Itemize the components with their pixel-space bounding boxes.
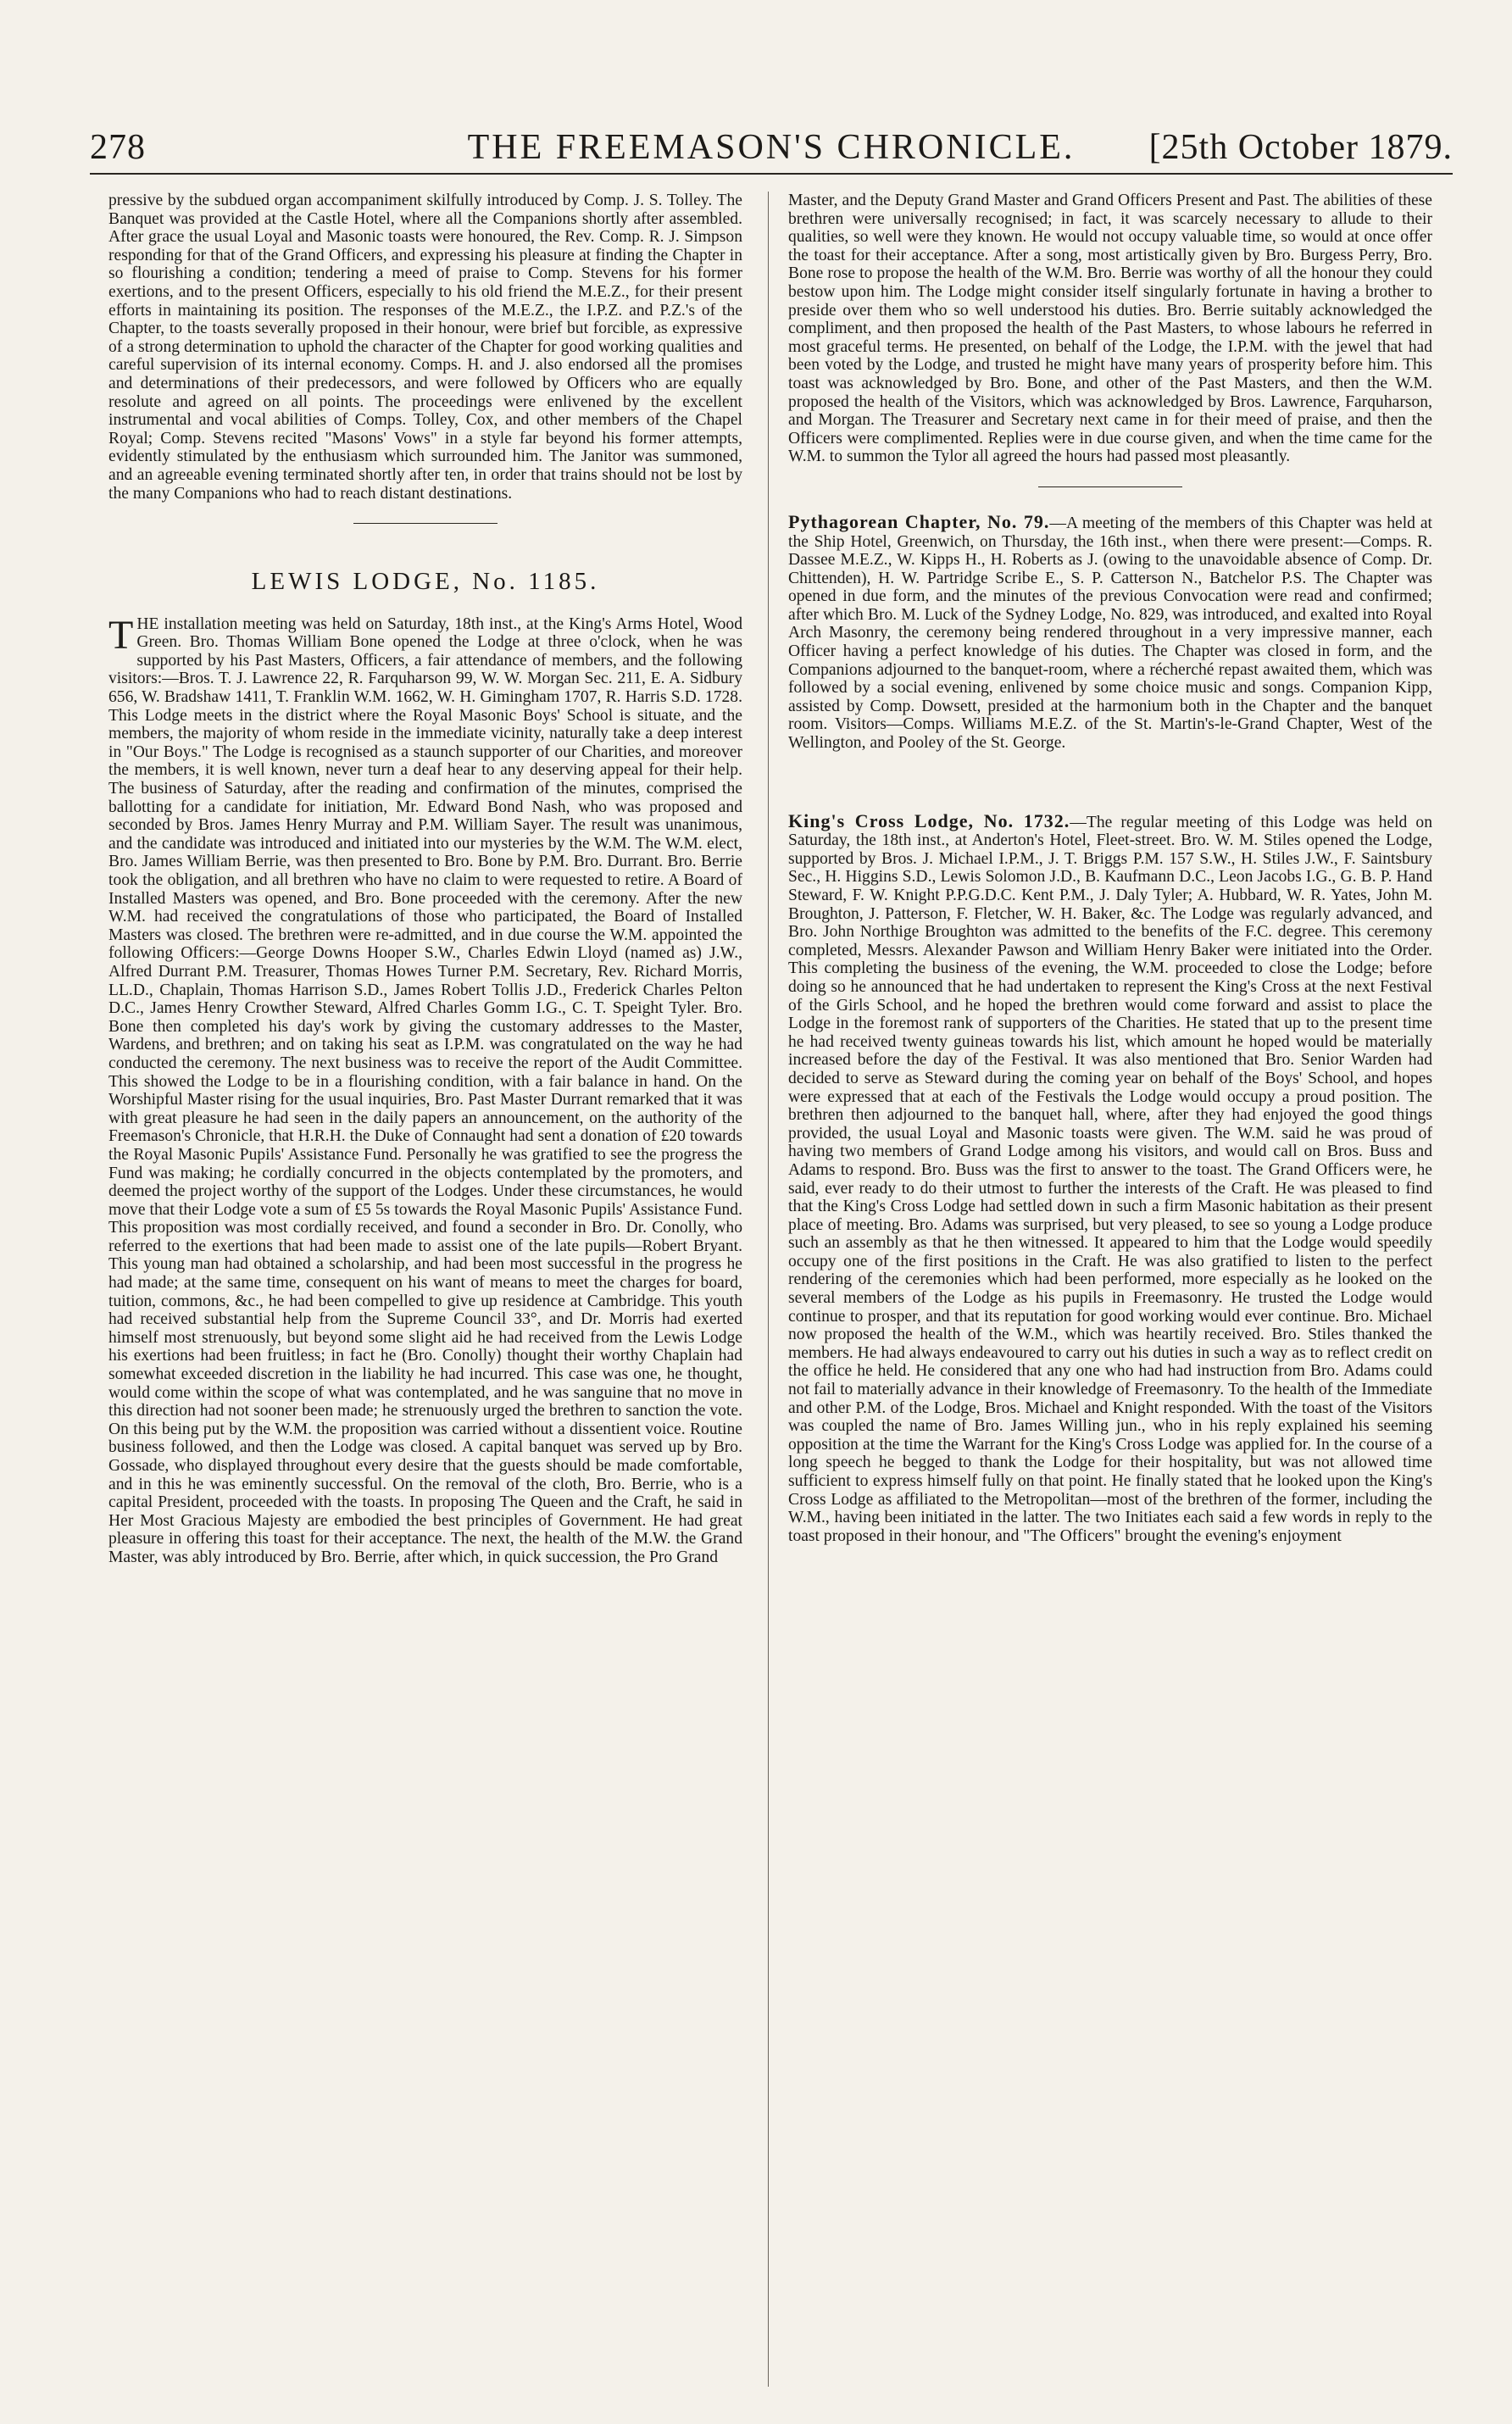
section-separator <box>1038 486 1182 487</box>
continued-article-text: pressive by the subdued organ accompaniment skilfully introduced by Comp. J. S. Tolley. The Banquet was provided at the Castle Hotel, where all the Companions shortly after assembled. After grace the usual Loyal and Masonic toasts were honoured, the Rev. Comp. R. J. Simpson responding for that of the Grand Officers, and expressing his pleasure at finding the Chapter in so flourishing a condition; tendering a meed of praise to Comp. Stevens for his former exertions, and to the present Officers, especially to his old friend the M.E.Z., for their present efforts in maintaining its position. The responses of the M.E.Z., the I.P.Z. and P.Z.'s of the Chapter, to the toasts severally proposed in their honour, were brief but forcible, as expressive of a strong determination to uphold the character of the Chapter for good working qualities and careful supervision of its internal economy. Comps. H. and J. also endorsed all the promises and determinations of their predecessors, and were followed by Officers who are equally resolute and agreed on all points. The proceedings were enlivened by the excellent instrumental and vocal abilities of Comps. Tolley, Cox, and other members of the Chapel Royal; Comp. Stevens recited "Masons' Vows" in a style far beyond his former attempts, evidently stimulated by the enthusiasm which surrounded him. The Janitor was summoned, and an agreeable evening terminated shortly after ten, in order that trains should not be lost by the many Companions who had to reach distant destinations. <box>108 192 742 503</box>
kings-cross-lodge-heading: King's Cross Lodge, No. 1732. <box>788 809 1070 831</box>
page-number: 278 <box>90 128 146 167</box>
masthead <box>90 125 1453 175</box>
lewis-lodge-article <box>108 612 742 1567</box>
pythagorean-chapter-article <box>788 510 1432 753</box>
column-divider <box>768 192 769 2387</box>
kings-cross-lodge-article <box>788 809 1432 1546</box>
right-column <box>788 192 1432 2395</box>
drop-cap: T <box>108 612 134 658</box>
section-separator <box>353 523 498 524</box>
spacer <box>788 753 1432 812</box>
pythagorean-chapter-body: —A meeting of the members of this Chapter was held at the Ship Hotel, Greenwich, on Thursday, the 16th inst., when there were present:—Comps. R. Dassee M.E.Z., W. Kipps H., H. Roberts as J. (owing to the unavoidable absence of Comp. Dr. Chittenden), H. W. Partridge Scribe E., S. P. Catterson N., Batchelor P.S. The Chapter was opened in due form, and the minutes of the previous Convocation were read and confirmed; after which Bro. M. Luck of the Sydney Lodge, No. 829, was introduced, and exalted into Royal Arch Masonry, the ceremony being rendered throughout in a very impressive manner, each Officer having a perfect knowledge of his duties. The Chapter was closed in form, and the Companions adjourned to the banquet-room, where a récherché repast awaited them, which was followed by a social evening, enlivened by some choice music and songs. Companion Kipp, assisted by Comp. Dowsett, presided at the harmonium both in the Chapter and the banquet room. Visitors—Comps. Williams M.E.Z. of the St. Martin's-le-Grand Chapter, West of the Wellington, and Pooley of the St. George. <box>788 514 1432 753</box>
continued-report-text: Master, and the Deputy Grand Master and Grand Officers Present and Past. The abilities of these brethren were universally recognised; in fact, it was scarcely necessary to allude to their qualities, so well were they known. He would not occupy valuable time, so would at once offer the toast for their acceptance. After a song, most artistically given by Bro. Burgess Perry, Bro. Bone rose to propose the health of the W.M. Bro. Berrie was worthy of all the honour they could bestow upon him. The Lodge might consider itself singularly fortunate in having a brother to preside over them who so well understood his duties. Bro. Berrie suitably acknowledged the compliment, and then proposed the health of the Past Masters, to whose labours he referred in most graceful terms. He presented, on behalf of the Lodge, the I.P.M. with the jewel that had been voted by the Lodge, and trusted he might have many years of prosperity before him. This toast was acknowledged by Bro. Bone, and other of the Past Masters, and then the W.M. proposed the health of the Visitors, which was acknowledged by Bros. Lawrence, Farquharson, and Morgan. The Treasurer and Secretary next came in for their meed of praise, and then the Officers were complimented. Replies were in due course given, and when the time came for the W.M. to summon the Tylor all agreed the hours had passed most pleasantly. <box>788 192 1432 466</box>
left-column <box>108 192 742 2395</box>
issue-date: [25th October 1879. <box>1148 128 1453 167</box>
newspaper-title: THE FREEMASON'S CHRONICLE. <box>467 128 1076 167</box>
pythagorean-chapter-heading: Pythagorean Chapter, No. 79. <box>788 510 1050 532</box>
lewis-lodge-heading: LEWIS LODGE, No. 1185. <box>251 568 600 596</box>
kings-cross-lodge-body: —The regular meeting of this Lodge was held on Saturday, the 18th inst., at Anderton's Hotel, Fleet-street. Bro. W. M. Stiles opened the Lodge, supported by Bros. J. Michael I.P.M., J. T. Briggs P.M. 157 S.W., H. Stiles J.W., F. Saintsbury Sec., H. Higgins S.D., Lewis Solomon J.D., B. Kaufmann D.C., Leon Jacobs I.G., G. B. P. Hand Steward, F. W. Knight P.P.G.D.C. Kent P.M., J. Daly Tyler; A. Hubbard, W. R. Yates, John M. Broughton, J. Patterson, F. Fletcher, W. H. Baker, &c. The Lodge was regularly advanced, and Bro. John Northige Broughton was admitted to the benefits of the F.C. degree. This ceremony completed, Messrs. Alexander Pawson and William Henry Baker were initiated into the Order. This completing the business of the evening, the W.M. proceeded to close the Lodge; before doing so he announced that he had undertaken to represent the King's Cross at the next Festival of the Girls School, and he hoped the brethren would come forward and assist to place the Lodge in the foremost rank of supporters of the Charities. He stated that up to the present time he had received twenty guineas towards his list, which amount he hoped would be materially increased before the day of the Festival. It was also mentioned that Bro. Senior Warden had decided to serve as Steward during the coming year on behalf of the Boys' School, and hopes were expressed that at each of the Festivals the Lodge would occupy a proud position. The brethren then adjourned to the banquet hall, where, after they had enjoyed the good things provided, the usual Loyal and Masonic toasts were given. The W.M. said he was proud of having two members of Grand Lodge among his visitors, and would call on Bros. Buss and Adams to respond. Bro. Buss was the first to answer to the toast. The Grand Officers were, he said, ever ready to do their utmost to further the interests of the Craft. He was pleased to find that the King's Cross Lodge had settled down in such a firm Masonic habitation as their present place of meeting. Bro. Adams was surprised, but very pleased, to see so young a Lodge produce such an assembly as that he then witnessed. It appeared to him that the Lodge would speedily occupy one of the first positions in the Craft. He was also gratified to listen to the perfect rendering of the ceremonies which had been performed, more especially as he looked on the several members of the Lodge as his pupils in Freemasonry. He trusted the Lodge would continue to prosper, and that its reputation for good working would ever continue. Bro. Michael now proposed the health of the W.M., which was heartily received. Bro. Stiles thanked the members. He had always endeavoured to carry out his duties in such a way as to reflect credit on the office he held. He considered that any one who had had instruction from Bro. Adams could not fail to materially advance in their knowledge of Freemasonry. To the health of the Immediate and other P.M. of the Lodge, Bros. Michael and Knight responded. With the toast of the Visitors was coupled the name of Bro. James Willing jun., who in his reply explained his seeming opposition at the time the Warrant for the King's Cross Lodge was applied for. In the course of a long speech he begged to thank the Lodge for their hospitality, but was not allowed time sufficient to express himself fully on that point. He finally stated that he looked upon the King's Cross Lodge as affiliated to the Metropolitan—most of the brethren of the former, including the W.M., having been initiated in the latter. The two Initiates each said a few words in reply to the toast proposed in their honour, and "The Officers" brought the evening's enjoyment <box>788 813 1432 1545</box>
lewis-lodge-body: HE installation meeting was held on Saturday, 18th inst., at the King's Arms Hotel, Wood Green. Bro. Thomas William Bone opened the Lodge at three o'clock, when he was supported by his Past Masters, Officers, a fair attendance of members, and the following visitors:—Bros. T. J. Lawrence 22, R. Farquharson 99, W. W. Morgan Sec. 211, E. A. Sidbury 656, W. Bradshaw 1411, T. Franklin W.M. 1662, W. H. Gimingham 1707, R. Harris S.D. 1728. This Lodge meets in the district where the Royal Masonic Boys' School is situate, and the members, the majority of whom reside in the immediate vicinity, naturally take a deep interest in "Our Boys." The Lodge is recognised as a staunch supporter of our Charities, and moreover the members, it is well known, never turn a deaf hear to any deserving appeal for their help. The business of Saturday, after the reading and confirmation of the minutes, comprised the ballotting for a candidate for initiation, Mr. Edward Bond Nash, who was proposed and seconded by Bros. James Henry Murray and P.M. William Sayer. The result was unanimous, and the candidate was introduced and initiated into our mysteries by the W.M. The W.M. elect, Bro. James William Berrie, was then presented to Bro. Bone by P.M. Bro. Durrant. Bro. Berrie took the obligation, and all brethren who have no claim to were requested to retire. A Board of Installed Masters was opened, and Bro. Bone proceeded with the ceremony. After the new W.M. had received the congratulations of those who participated, the Board of Installed Masters was closed. The brethren were re-admitted, and in due course the W.M. appointed the following Officers:—George Downs Hooper S.W., Charles Edwin Lloyd (named as) J.W., Alfred Durrant P.M. Treasurer, Thomas Howes Turner P.M. Secretary, Rev. Richard Morris, LL.D., Chaplain, Thomas Harrison S.D., James Robert Tollis J.D., Frederick Charles Pelton D.C., James Henry Crowther Steward, Alfred Charles Gomm I.G., C. T. Speight Tyler. Bro. Bone then completed his day's work by giving the customary addresses to the Master, Wardens, and brethren; and on taking his seat as I.P.M. was congratulated on the way he had conducted the ceremony. The next business was to receive the report of the Audit Committee. This showed the Lodge to be in a flourishing condition, with a fair balance in hand. On the Worshipful Master rising for the usual inquiries, Bro. Past Master Durrant remarked that it was with great pleasure he had seen in the daily papers an announcement, on the authority of the Freemason's Chronicle, that H.R.H. the Duke of Connaught had sent a donation of £20 towards the Royal Masonic Pupils' Assistance Fund. Personally he was gratified to see the progress the Fund was making; he cordially concurred in the objects contemplated by the promoters, and deemed the project worthy of the support of the Lodges. Under these circumstances, he would move that their Lodge vote a sum of £5 5s towards the Royal Masonic Pupils' Assistance Fund. This proposition was most cordially received, and found a seconder in Bro. Dr. Conolly, who referred to the exertions that had been made to assist one of the late pupils—Robert Bryant. This young man had obtained a scholarship, and had been most successful in the progress he had made; at the same time, consequent on his want of means to meet the charges for board, tuition, commons, &c., he had been compelled to give up residence at Cambridge. This youth had received substantial help from the Supreme Council 33°, and Dr. Morris had exerted himself most strenuously, but beyond some slight aid he had received from the Lewis Lodge his exertions had been fruitless; in fact he (Bro. Conolly) thought their worthy Chaplain had somewhat exceeded discretion in the liability he had incurred. This case was one, he thought, would come within the scope of what was contemplated, and he was sanguine that no move in this direction had not sooner been made; he strenuously urged the brethren to sanction the vote. On this being put by the W.M. the proposition was carried without a dissentient voice. Routine business followed, and then the Lodge was closed. A capital banquet was served up by Bro. Gossade, who displayed throughout every desire that the guests should be made comfortable, and in this he was eminently successful. On the removal of the cloth, Bro. Berrie, who is a capital President, proceeded with the toasts. In proposing The Queen and the Craft, he said in Her Most Gracious Majesty are embodied the best principles of Government. He had great pleasure in offering this toast for their acceptance. The next, the health of the M.W. the Grand Master, was ably introduced by Bro. Berrie, after which, in quick succession, the Pro Grand <box>108 614 742 1566</box>
